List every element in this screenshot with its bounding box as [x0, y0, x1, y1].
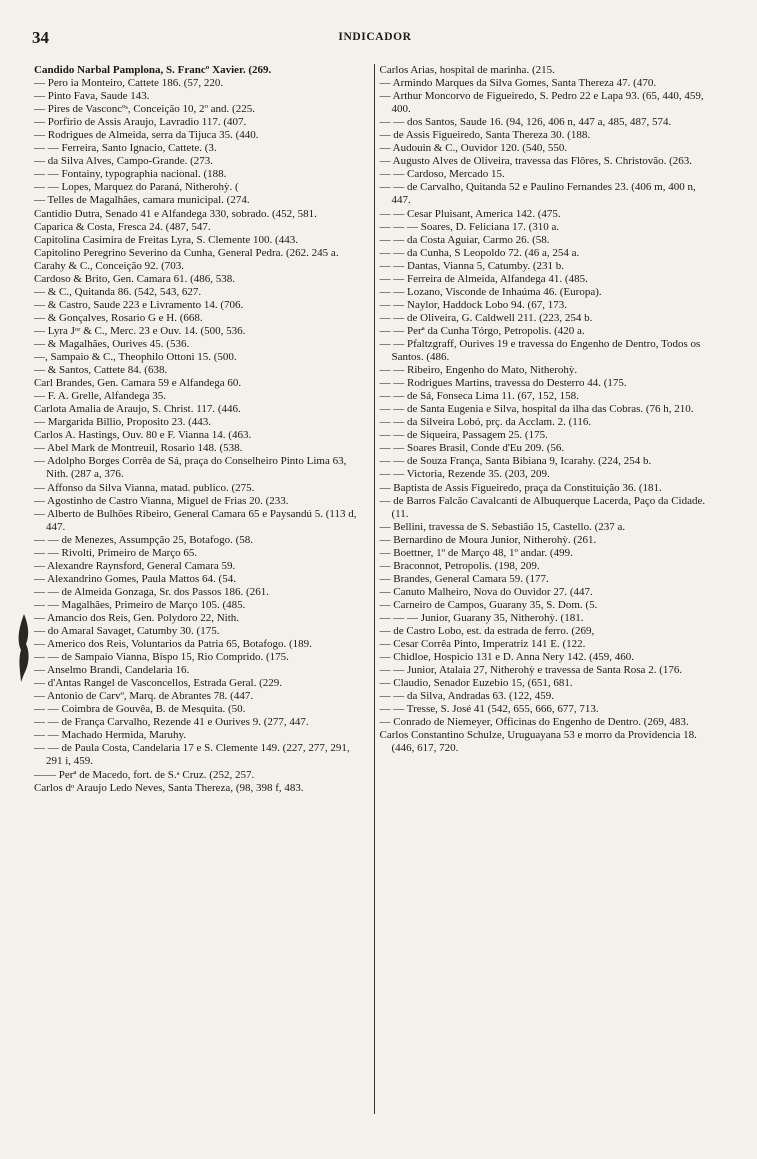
right-column — [375, 64, 715, 1114]
directory-entry: Cantidio Dutra, Senado 41 e Alfandega 330, sobrado. (452, 581. — [34, 207, 317, 220]
directory-entry: — Alberto de Bulhões Ribeiro, General Camara 65 e Paysandú 5. (113 d, 447. — [34, 507, 357, 533]
ink-blot-ornament-icon — [16, 612, 32, 682]
directory-entry: —— Perª de Macedo, fort. de S.ᵃ Cruz. (252, 257. — [34, 768, 255, 781]
directory-entry: Carlos Constantino Schulze, Uruguayana 53 e morro da Providencia 18. (446, 617, 720. — [379, 729, 697, 755]
directory-entry: — da Silva Alves, Campo-Grande. (273. — [34, 155, 214, 168]
directory-entry: — Pires de Vasconcºˢ, Conceição 10, 2º and. (225. — [34, 103, 255, 116]
page-header — [30, 28, 720, 50]
directory-entry: — — de Sampaio Vianna, Bispo 15, Rio Comprido. (175. — [34, 651, 289, 664]
directory-entry: — Pinto Fava, Saude 143. — [34, 90, 150, 103]
directory-entry: — Margarida Billio, Proposito 23. (443. — [34, 416, 212, 429]
directory-entry: — — de Oliveira, G. Caldwell 211. (223, 254 b. — [379, 311, 593, 324]
directory-columns — [34, 64, 714, 1114]
directory-entry: — Braconnot, Petropolis. (198, 209. — [379, 559, 540, 572]
directory-entry: — Americo dos Reis, Voluntarios da Patria 65, Botafogo. (189. — [34, 638, 312, 651]
directory-entry: Carahy & C., Conceição 92. (703. — [34, 259, 184, 272]
directory-entry: Capitolino Peregrino Severino da Cunha, General Pedra. (262. 245 a. — [34, 246, 339, 259]
directory-entry: — — Fontainy, typographia nacional. (188. — [34, 168, 227, 181]
directory-entry: Capitolina Casimira de Freitas Lyra, S. Clemente 100. (443. — [34, 233, 298, 246]
directory-entry: — F. A. Grelle, Alfandega 35. — [34, 390, 167, 403]
directory-entry: — — — Soares, D. Feliciana 17. (310 a. — [379, 220, 560, 233]
directory-entry: — Telles de Magalhães, camara municipal. (274. — [34, 194, 250, 207]
directory-entry: — Conrado de Niemeyer, Officinas do Engenho de Dentro. (269, 483. — [379, 716, 689, 729]
directory-entry: — — de Souza França, Santa Bibiana 9, Icarahy. (224, 254 b. — [379, 455, 652, 468]
directory-entry: — — de Menezes, Assumpção 25, Botafogo. (58. — [34, 533, 254, 546]
directory-entry: Carl Brandes, Gen. Camara 59 e Alfandega 60. — [34, 377, 242, 390]
directory-entry: — — Pfaltzgraff, Ourives 19 e travessa do Engenho de Dentro, Todos os Santos. (486. — [379, 337, 701, 364]
directory-entry: — de Castro Lobo, est. da estrada de ferro. (269, — [379, 625, 595, 638]
directory-entry: — Adolpho Borges Corrêa de Sá, praça do Conselheiro Pinto Lima 63, Nith. (287 a, 376. — [34, 455, 347, 481]
directory-entry: — Boettner, 1º de Março 48, 1º andar. (499. — [379, 546, 573, 559]
directory-entry: — Pero ia Monteiro, Cattete 186. (57, 220. — [34, 77, 224, 90]
directory-entry: — Augusto Alves de Oliveira, travessa das Flôres, S. Christovão. (263. — [379, 155, 693, 168]
directory-entry: — & Castro, Saude 223 e Livramento 14. (706. — [34, 298, 244, 311]
directory-entry: — — de Sá, Fonseca Lima 11. (67, 152, 158. — [379, 390, 579, 403]
directory-entry: — — Ribeiro, Engenho do Mato, Nitherohỳ. — [379, 364, 578, 377]
directory-entry: — Brandes, General Camara 59. (177. — [379, 572, 549, 585]
directory-entry: — — da Silveira Lobó, prç. da Acclam. 2. (116. — [379, 416, 592, 429]
directory-entry: — & Gonçalves, Rosario G e H. (668. — [34, 311, 203, 324]
directory-entry: Carlota Amalia de Araujo, S. Christ. 117. (446. — [34, 403, 241, 416]
directory-entry: — — Rodrigues Martins, travessa do Desterro 44. (175. — [379, 377, 627, 390]
directory-entry: — Chidloe, Hospicio 131 e D. Anna Nery 142. (459, 460. — [379, 651, 634, 664]
directory-entry: — — Magalhães, Primeiro de Março 105. (485. — [34, 598, 246, 611]
directory-entry: — Affonso da Silva Vianna, matad. publico. (275. — [34, 481, 255, 494]
directory-entry: — d'Antas Rangel de Vasconcellos, Estrada Geral. (229. — [34, 677, 282, 690]
directory-entry: — Porfirio de Assis Araujo, Lavradio 117. (407. — [34, 116, 247, 129]
page-number: 34 — [32, 28, 49, 47]
directory-entry: — — Victoria, Rezende 35. (203, 209. — [379, 468, 550, 481]
directory-entry: — — Ferreira, Santo Ignacio, Cattete. (3. — [34, 142, 217, 155]
directory-entry: Cardoso & Brito, Gen. Camara 61. (486, 538. — [34, 272, 236, 285]
directory-entry: Candido Narbal Pamplona, S. Francº Xavier. (269. — [34, 64, 272, 76]
directory-entry: — — dos Santos, Saude 16. (94, 126, 406 n, 447 a, 485, 487, 574. — [379, 116, 672, 129]
directory-entry: — — Tresse, S. José 41 (542, 655, 666, 677, 713. — [379, 703, 599, 716]
directory-entry: — — Perª da Cunha Tórgo, Petropolis. (420 a. — [379, 324, 585, 337]
directory-entry: — Alexandre Raynsford, General Camara 59. — [34, 559, 236, 572]
directory-entry: Caparica & Costa, Fresca 24. (487, 547. — [34, 220, 211, 233]
directory-entry: — Antonio de Carvº, Marq. de Abrantes 78. (447. — [34, 690, 254, 703]
directory-entry: — — — Junior, Guarany 35, Nitherohỳ. (181. — [379, 611, 584, 624]
directory-entry: — Abel Mark de Montreuil, Rosario 148. (538. — [34, 442, 243, 455]
directory-entry: — Rodrigues de Almeida, serra da Tijuca 35. (440. — [34, 129, 259, 142]
directory-entry: — — Soares Brasil, Conde d'Eu 209. (56. — [379, 442, 565, 455]
directory-entry: — — de Siqueira, Passagem 25. (175. — [379, 429, 548, 442]
directory-entry: — & Magalhães, Ourives 45. (536. — [34, 337, 190, 350]
directory-entry: — — Lopes, Marquez do Paraná, Nitherohỳ. ( — [34, 181, 239, 194]
directory-entry: — — da Costa Aguiar, Carmo 26. (58. — [379, 233, 550, 246]
directory-entry: — Claudio, Senador Euzebio 15, (651, 681. — [379, 677, 573, 690]
directory-entry: — Baptista de Assis Figueiredo, praça da Constituição 36. (181. — [379, 481, 662, 494]
left-column — [34, 64, 375, 1114]
directory-entry: — & C., Quitanda 86. (542, 543, 627. — [34, 285, 202, 298]
directory-entry: — Bellini, travessa de S. Sebastião 15, Castello. (237 a. — [379, 520, 626, 533]
directory-entry: — Agostinho de Castro Vianna, Miguel de Frias 20. (233. — [34, 494, 289, 507]
directory-entry: — Anselmo Brandi, Candelaria 16. — [34, 664, 190, 677]
directory-entry: — Cesar Corrêa Pinto, Imperatriz 141 E. (122. — [379, 638, 586, 651]
directory-entry: — Lyra Jᵒʳ & C., Merc. 23 e Ouv. 14. (500, 536. — [34, 324, 246, 337]
directory-entry: — Carneiro de Campos, Guarany 35, S. Dom. (5. — [379, 598, 598, 611]
directory-entry: — — Machado Hermida, Maruhy. — [34, 729, 187, 742]
directory-entry: — — Ferreira de Almeida, Alfandega 41. (485. — [379, 272, 588, 285]
directory-entry: — Arthur Moncorvo de Figueiredo, S. Pedro 22 e Lapa 93. (65, 440, 459, 400. — [379, 90, 704, 116]
directory-entry: — — de França Carvalho, Rezende 41 e Ourives 9. (277, 447. — [34, 716, 309, 729]
directory-entry: — — Lozano, Visconde de Inhaúma 46. (Europa). — [379, 285, 602, 298]
directory-entry: — — de Santa Eugenia e Silva, hospital da ilha das Cobras. (76 h, 210. — [379, 403, 694, 416]
directory-entry: Carlos dᵒ Araujo Ledo Neves, Santa Thereza, (98, 398 f, 483. — [34, 781, 304, 794]
directory-entry: — — Naylor, Haddock Lobo 94. (67, 173. — [379, 298, 567, 311]
directory-entry: — de Barros Falcão Cavalcanti de Albuquerque Lacerda, Paço da Cidade. (11. — [379, 494, 706, 520]
directory-entry: — — Cesar Pluisant, America 142. (475. — [379, 207, 561, 220]
directory-entry: — — Dantas, Vianna 5, Catumby. (231 b. — [379, 259, 564, 272]
directory-entry: — — Junior, Atalaia 27, Nitherohỳ e travessa de Santa Rosa 2. (176. — [379, 664, 683, 677]
directory-entry: — — da Silva, Andradas 63. (122, 459. — [379, 690, 554, 703]
directory-entry: — Canuto Malheiro, Nova do Ouvidor 27. (447. — [379, 585, 593, 598]
directory-entry: — Audouin & C., Ouvidor 120. (540, 550. — [379, 142, 568, 155]
directory-entry: Carlos Arias, hospital de marinha. (215. — [379, 64, 555, 76]
directory-entry: — Amancio dos Reis, Gen. Polydoro 22, Nith. — [34, 611, 240, 624]
directory-entry: Carlos A. Hastings, Ouv. 80 e F. Vianna 14. (463. — [34, 429, 252, 442]
directory-entry: — — Rivolti, Primeiro de Março 65. — [34, 546, 198, 559]
directory-entry: — Armindo Marques da Silva Gomes, Santa Thereza 47. (470. — [379, 77, 657, 90]
directory-entry: —, Sampaio & C., Theophilo Ottoni 15. (500. — [34, 351, 237, 364]
directory-entry: — — de Almeida Gonzaga, Sr. dos Passos 186. (261. — [34, 585, 269, 598]
directory-entry: — — de Carvalho, Quitanda 52 e Paulino Fernandes 23. (406 m, 400 n, 447. — [379, 181, 696, 207]
page-title: INDICADOR — [338, 31, 412, 43]
directory-entry: — — da Cunha, S Leopoldo 72. (46 a, 254 a. — [379, 246, 580, 259]
directory-entry: — — Cardoso, Mercado 15. — [379, 168, 505, 181]
directory-entry: — de Assis Figueiredo, Santa Thereza 30. (188. — [379, 129, 591, 142]
directory-entry: — — Coimbra de Gouvêa, B. de Mesquita. (50. — [34, 703, 246, 716]
directory-entry: — & Santos, Cattete 84. (638. — [34, 364, 168, 377]
directory-entry: — do Amaral Savaget, Catumby 30. (175. — [34, 625, 220, 638]
directory-entry: — Alexandrino Gomes, Paula Mattos 64. (54. — [34, 572, 236, 585]
directory-entry: — — de Paula Costa, Candelaria 17 e S. Clemente 149. (227, 277, 291, 291 i, 459. — [34, 742, 350, 768]
directory-entry: — Bernardino de Moura Junior, Nitherohỳ. (261. — [379, 533, 597, 546]
